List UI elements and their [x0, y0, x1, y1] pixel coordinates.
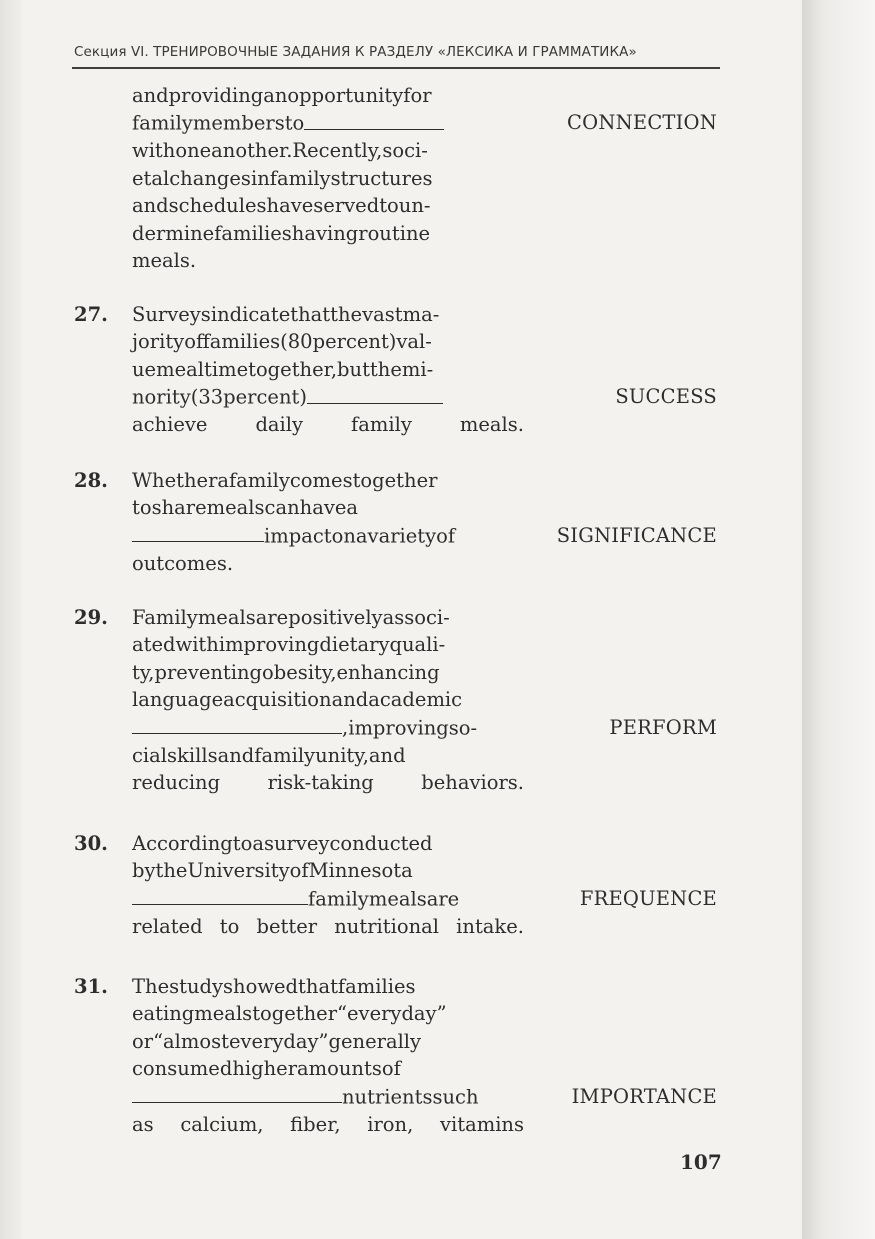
- word: meals: [206, 496, 265, 520]
- word: family: [132, 111, 193, 135]
- blank-wrapper: [132, 887, 308, 910]
- blank-wrapper: [132, 524, 264, 547]
- word: academic: [368, 688, 463, 712]
- word: routine: [358, 221, 431, 245]
- word: meals: [194, 1002, 253, 1026]
- word: structures: [330, 166, 433, 190]
- text-line: [132, 165, 524, 192]
- base-word: SUCCESS: [615, 385, 717, 409]
- blank-wrapper: [304, 112, 444, 135]
- word: schedules: [168, 194, 267, 218]
- word: families: [209, 330, 281, 354]
- word: and: [331, 688, 369, 712]
- word: cial: [132, 743, 168, 767]
- word: opportunity: [287, 84, 404, 107]
- word: in: [250, 166, 270, 190]
- text-line: [132, 247, 524, 274]
- word: that: [298, 975, 338, 998]
- word: to: [379, 194, 399, 218]
- word: a: [346, 496, 359, 520]
- word: family: [229, 469, 290, 492]
- text-line: [132, 686, 524, 713]
- word: variety: [367, 524, 437, 548]
- base-word: SIGNIFICANCE: [556, 523, 717, 547]
- text-line: [132, 769, 524, 796]
- word: related to better nutritional intake.: [132, 914, 524, 938]
- word: families: [214, 221, 292, 245]
- word: meals.: [132, 248, 197, 272]
- word: percent): [312, 330, 397, 354]
- word: survey: [263, 832, 330, 855]
- word: changes: [169, 166, 251, 190]
- word: served: [313, 194, 380, 218]
- exercise-text: [132, 604, 524, 796]
- word: of: [184, 330, 210, 354]
- exercise-text: [132, 82, 524, 274]
- word: a: [252, 832, 264, 855]
- word: fiber,: [290, 1112, 368, 1136]
- word: of: [436, 524, 456, 548]
- word: showed: [223, 975, 299, 998]
- word: of: [381, 1057, 401, 1081]
- word: “almost: [153, 1029, 229, 1053]
- word: to: [232, 832, 253, 855]
- exercise-text: [132, 973, 524, 1138]
- exercise-text: [132, 830, 524, 940]
- word: Whether: [132, 469, 218, 492]
- text-line: [132, 973, 524, 1000]
- text-line: [132, 383, 524, 411]
- word: Surveys: [132, 303, 211, 326]
- word: unity,: [315, 743, 369, 767]
- text-line: [132, 885, 524, 913]
- exercise-number: 31.: [74, 975, 108, 998]
- word: ated: [132, 633, 176, 657]
- exercise-text: [132, 467, 524, 577]
- word: mealtime: [156, 357, 249, 381]
- text-line: [132, 1055, 524, 1082]
- word: members: [192, 111, 285, 135]
- word: and: [368, 743, 406, 767]
- word: for: [403, 84, 432, 107]
- word: and: [217, 743, 255, 767]
- blank-wrapper: [132, 1085, 342, 1108]
- word: can: [264, 496, 300, 520]
- answer-blank[interactable]: [304, 109, 444, 130]
- word: to: [132, 496, 152, 520]
- word: day”: [401, 1002, 447, 1026]
- word: vast: [362, 303, 403, 326]
- word: of: [289, 859, 309, 883]
- word: such: [432, 1085, 479, 1109]
- word: skills: [167, 743, 218, 767]
- blank-wrapper: [132, 716, 348, 739]
- page-number: 107: [680, 1150, 722, 1174]
- word: preventing: [154, 660, 263, 684]
- word: associ-: [382, 606, 450, 629]
- base-word: CONNECTION: [567, 111, 717, 135]
- word: Minnesota: [308, 859, 413, 883]
- word: improving: [348, 716, 449, 740]
- word: etal: [132, 166, 170, 190]
- word: comes: [289, 469, 353, 492]
- word: Family: [132, 606, 198, 629]
- word: impact: [264, 524, 332, 548]
- text-line: [132, 550, 524, 577]
- text-line: [132, 467, 524, 494]
- word: The: [132, 975, 170, 998]
- word: conducted: [329, 832, 433, 855]
- word: calcium,: [180, 1112, 291, 1136]
- word: acquisition: [223, 688, 332, 712]
- word: with: [175, 633, 219, 657]
- answer-blank[interactable]: [132, 714, 342, 735]
- text-line: [132, 137, 524, 164]
- text-line: [132, 1111, 524, 1138]
- word: enhancing: [336, 660, 440, 684]
- word: together: [352, 469, 438, 492]
- word: and: [132, 194, 169, 218]
- word: positively: [288, 606, 383, 629]
- word: or: [132, 1029, 154, 1053]
- text-line: [132, 356, 524, 383]
- word: an: [263, 84, 288, 107]
- text-line: [132, 494, 524, 521]
- word: According: [132, 832, 233, 855]
- word: study: [169, 975, 224, 998]
- word: a: [217, 469, 230, 492]
- word: (33: [190, 385, 224, 409]
- text-line: [132, 659, 524, 686]
- text-line: [132, 830, 524, 857]
- answer-blank[interactable]: [132, 1083, 342, 1104]
- word: achieve daily family meals.: [132, 413, 524, 437]
- answer-blank[interactable]: [132, 522, 264, 543]
- word: mi-: [401, 357, 434, 381]
- base-word: IMPORTANCE: [571, 1084, 717, 1108]
- word: generally: [328, 1029, 422, 1053]
- page-right-edge: [802, 0, 875, 1239]
- word: outcomes.: [132, 551, 234, 575]
- text-line: [132, 522, 524, 550]
- word: “every: [337, 1002, 402, 1026]
- word: val-: [396, 330, 432, 354]
- text-line: [132, 913, 524, 940]
- word: indicate: [210, 303, 291, 326]
- exercise-number: 28.: [74, 469, 108, 492]
- text-line: [132, 631, 524, 658]
- word: quali-: [389, 633, 446, 657]
- word: obesity,: [262, 660, 337, 684]
- text-line: [132, 109, 524, 137]
- word: families: [337, 975, 416, 998]
- word: providing: [168, 84, 264, 107]
- word: iron,: [367, 1112, 440, 1136]
- word: nutrients: [342, 1085, 433, 1109]
- word: and: [132, 84, 169, 107]
- word: but: [337, 357, 370, 381]
- word: together,: [248, 357, 338, 381]
- word: meals: [368, 887, 427, 911]
- word: day”: [283, 1029, 329, 1053]
- word: amounts: [297, 1057, 382, 1081]
- text-line: [132, 604, 524, 631]
- text-line: [132, 411, 524, 438]
- word: Recently,: [292, 139, 383, 163]
- word: family: [269, 166, 331, 190]
- answer-blank[interactable]: [307, 383, 443, 404]
- word: having: [291, 221, 359, 245]
- word: family: [308, 887, 369, 911]
- text-line: [132, 192, 524, 219]
- word: on: [331, 524, 356, 548]
- word: the: [330, 303, 363, 326]
- word: ty,: [132, 660, 155, 684]
- text-line: [132, 742, 524, 769]
- word: every: [228, 1029, 284, 1053]
- word: reducing risk-taking behaviors.: [132, 770, 524, 794]
- answer-blank[interactable]: [132, 885, 308, 906]
- word: ma-: [402, 303, 440, 326]
- text-line: [132, 301, 524, 328]
- word: one: [175, 139, 212, 163]
- word: family: [254, 743, 316, 767]
- base-word: FREQUENCE: [579, 886, 717, 910]
- word: are: [255, 606, 289, 629]
- text-line: [132, 1000, 524, 1027]
- word: language: [132, 688, 224, 712]
- word: dietary: [319, 633, 390, 657]
- word: ,: [342, 716, 349, 740]
- word: to: [284, 111, 305, 135]
- text-line: [132, 220, 524, 247]
- word: by: [132, 859, 156, 883]
- word: soci-: [382, 139, 428, 163]
- word: (80: [280, 330, 313, 354]
- exercise-number: 29.: [74, 606, 108, 629]
- page-left-shadow: [0, 0, 22, 1239]
- text-line: [132, 1083, 524, 1111]
- word: ue: [132, 357, 157, 381]
- word: dermine: [132, 221, 215, 245]
- word: are: [426, 887, 460, 911]
- word: as: [132, 1112, 181, 1136]
- word: jority: [132, 330, 185, 354]
- word: so-: [448, 716, 478, 740]
- word: share: [151, 496, 207, 520]
- header-rule: [72, 67, 720, 69]
- word: higher: [232, 1057, 298, 1081]
- word: vitamins: [439, 1112, 524, 1136]
- text-line: [132, 82, 524, 109]
- word: that: [290, 303, 331, 326]
- word: have: [266, 194, 314, 218]
- word: with: [132, 139, 176, 163]
- word: the: [369, 357, 402, 381]
- word: nority: [132, 385, 191, 409]
- base-word: PERFORM: [609, 715, 717, 739]
- blank-wrapper: [307, 386, 443, 409]
- word: a: [355, 524, 368, 548]
- text-line: [132, 1028, 524, 1055]
- word: eating: [132, 1002, 195, 1026]
- text-line: [132, 328, 524, 355]
- text-line: [132, 714, 524, 742]
- exercise-number: 30.: [74, 832, 108, 855]
- word: the: [155, 859, 188, 883]
- word: University: [187, 859, 290, 883]
- word: meals: [197, 606, 256, 629]
- word: another.: [211, 139, 293, 163]
- exercise-text: [132, 301, 524, 439]
- exercise-number: 27.: [74, 303, 108, 326]
- word: percent): [223, 385, 307, 409]
- word: have: [299, 496, 347, 520]
- word: un-: [398, 194, 431, 218]
- text-line: [132, 857, 524, 884]
- word: consumed: [132, 1057, 233, 1081]
- word: together: [252, 1002, 338, 1026]
- running-header: Секция VI. ТРЕНИРОВОЧНЫЕ ЗАДАНИЯ К РАЗДЕЛУ «ЛЕКСИКА И ГРАММАТИКА»: [74, 44, 637, 60]
- word: improving: [218, 633, 320, 657]
